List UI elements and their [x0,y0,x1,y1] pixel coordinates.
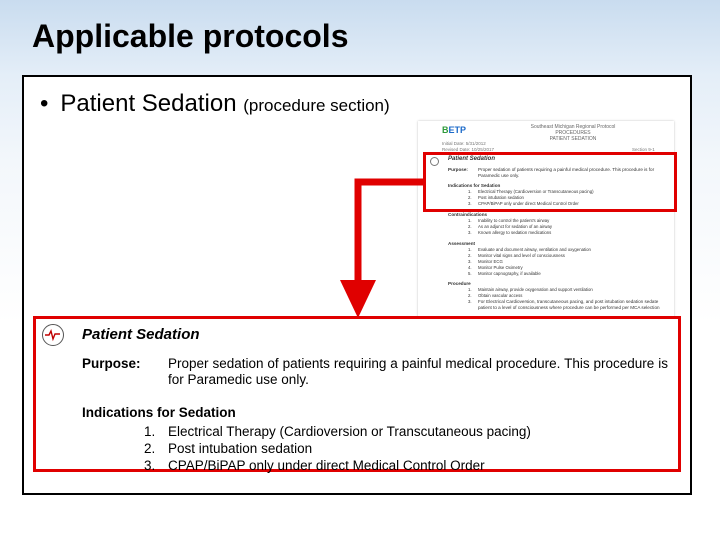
thumb-header-line: PROCEDURES [555,130,591,136]
thumb-contraindication: As an adjunct for sedation of an airway [478,224,553,229]
slide-title: Applicable protocols [32,18,349,54]
bullet-patient-sedation [40,90,390,118]
purpose-label: Purpose: [82,356,141,371]
thumbnail-highlight-box [423,152,677,212]
indications-label: Indications for Sedation [82,405,236,420]
zoomed-section-callout [33,316,681,472]
thumb-indication: Post intubation sedation [478,195,524,200]
protocol-page-thumbnail: BETP Southeast Michigan Regional Protocol PROCEDURES PATIENT SEDATION Initial Date: 5/31/2012 Revised Date: 10/25/2017 Section 9-1 Patient Sedation Purpose: Proper sedation of patients requiring a painful medical procedure. This procedure is for Paramedic use only. Indications for Sedation 1. Electrical Therapy (Cardioversion or Transcutaneous pacing) 2. Post intubation sedation 3. CPAP/BiPAP only under direct Medical Control Order Contraindications 1. Inability to control the patient's airway 2. As an adjunct for sedation of an airway 3. Known allergy to sedation medications Assessment 1. Evaluate and document airway, ventilation and oxygenation 2. Monitor vital signs and level of consciousness 3. Monitor ECG 4. Monitor Pulse Oximetry 5. Monitor capnography, if available Procedure 1. Maintain airway, provide oxygenation and support ventilation 2. Obtain vascular access 3. For Electrical Cardioversion, transcutaneous pacing, and post intubation sedation sedate patient to a level of consciousness where procedure can be performed per MCA selection [418,121,674,321]
thumb-purpose-label: Purpose: [448,167,468,172]
purpose-text: Proper sedation of patients requiring a painful medical procedure. This procedure is for Paramedic use only. [168,356,668,387]
thumb-header-line: Southeast Michigan Regional Protocol [530,124,616,130]
bullet-dot-icon: • [40,90,49,117]
thumb-contraindications-label: Contraindications [448,212,488,217]
thumb-procedure-item: For Electrical Cardioversion, transcutaneous pacing, and post intubation sedation sedate patient to a level of consciousness where procedure can be performed per MCA selection [478,299,660,310]
section-title: Patient Sedation [82,326,200,343]
thumb-meta-line: Initial Date: 5/31/2012 [442,141,486,146]
etp-logo: BETP [442,125,467,135]
thumb-procedure-item: Maintain airway, provide oxygenation and support ventilation [478,287,593,292]
thumb-assessment-item: Monitor vital signs and level of consciousness [478,253,565,258]
thumb-assessment-item: Monitor capnography, if available [478,271,541,276]
ecg-icon [42,324,64,346]
thumb-procedure-item: Obtain vascular access [478,293,523,298]
list-item: 3. CPAP/BiPAP only under direct Medical Control Order [144,458,485,473]
thumb-indication: Electrical Therapy (Cardioversion or Transcutaneous pacing) [478,189,594,194]
thumb-contraindication: Inability to control the patient's airway [478,218,550,223]
thumb-indication: CPAP/BiPAP only under direct Medical Control Order [478,201,579,206]
thumb-indications-label: Indications for Sedation [448,183,501,188]
thumb-meta-line: Revised Date: 10/25/2017 [442,147,495,152]
thumb-assessment-item: Evaluate and document airway, ventilation and oxygenation [478,247,591,252]
thumb-assessment-item: Monitor Pulse Oximetry [478,265,523,270]
thumb-assessment-label: Assessment [448,241,476,246]
thumb-title: Patient Sedation [448,156,496,162]
bullet-text: Patient Sedation [60,90,237,117]
arrow-down-icon [338,170,438,320]
thumb-purpose-text: Proper sedation of patients requiring a painful medical procedure. This procedure is for Paramedic use only. [478,167,655,178]
indications-list [144,423,531,474]
thumb-procedure-label: Procedure [448,281,471,286]
thumb-assessment-item: Monitor ECG [478,259,503,264]
list-item: 1. Electrical Therapy (Cardioversion or Transcutaneous pacing) [144,424,531,439]
thumb-revision: Section 9-1 [632,147,655,152]
list-item: 2. Post intubation sedation [144,441,313,456]
bullet-subtext: (procedure section) [243,96,390,115]
thumb-contraindication: Known allergy to sedation medications [478,230,552,235]
thumb-header-line: PATIENT SEDATION [549,136,597,142]
